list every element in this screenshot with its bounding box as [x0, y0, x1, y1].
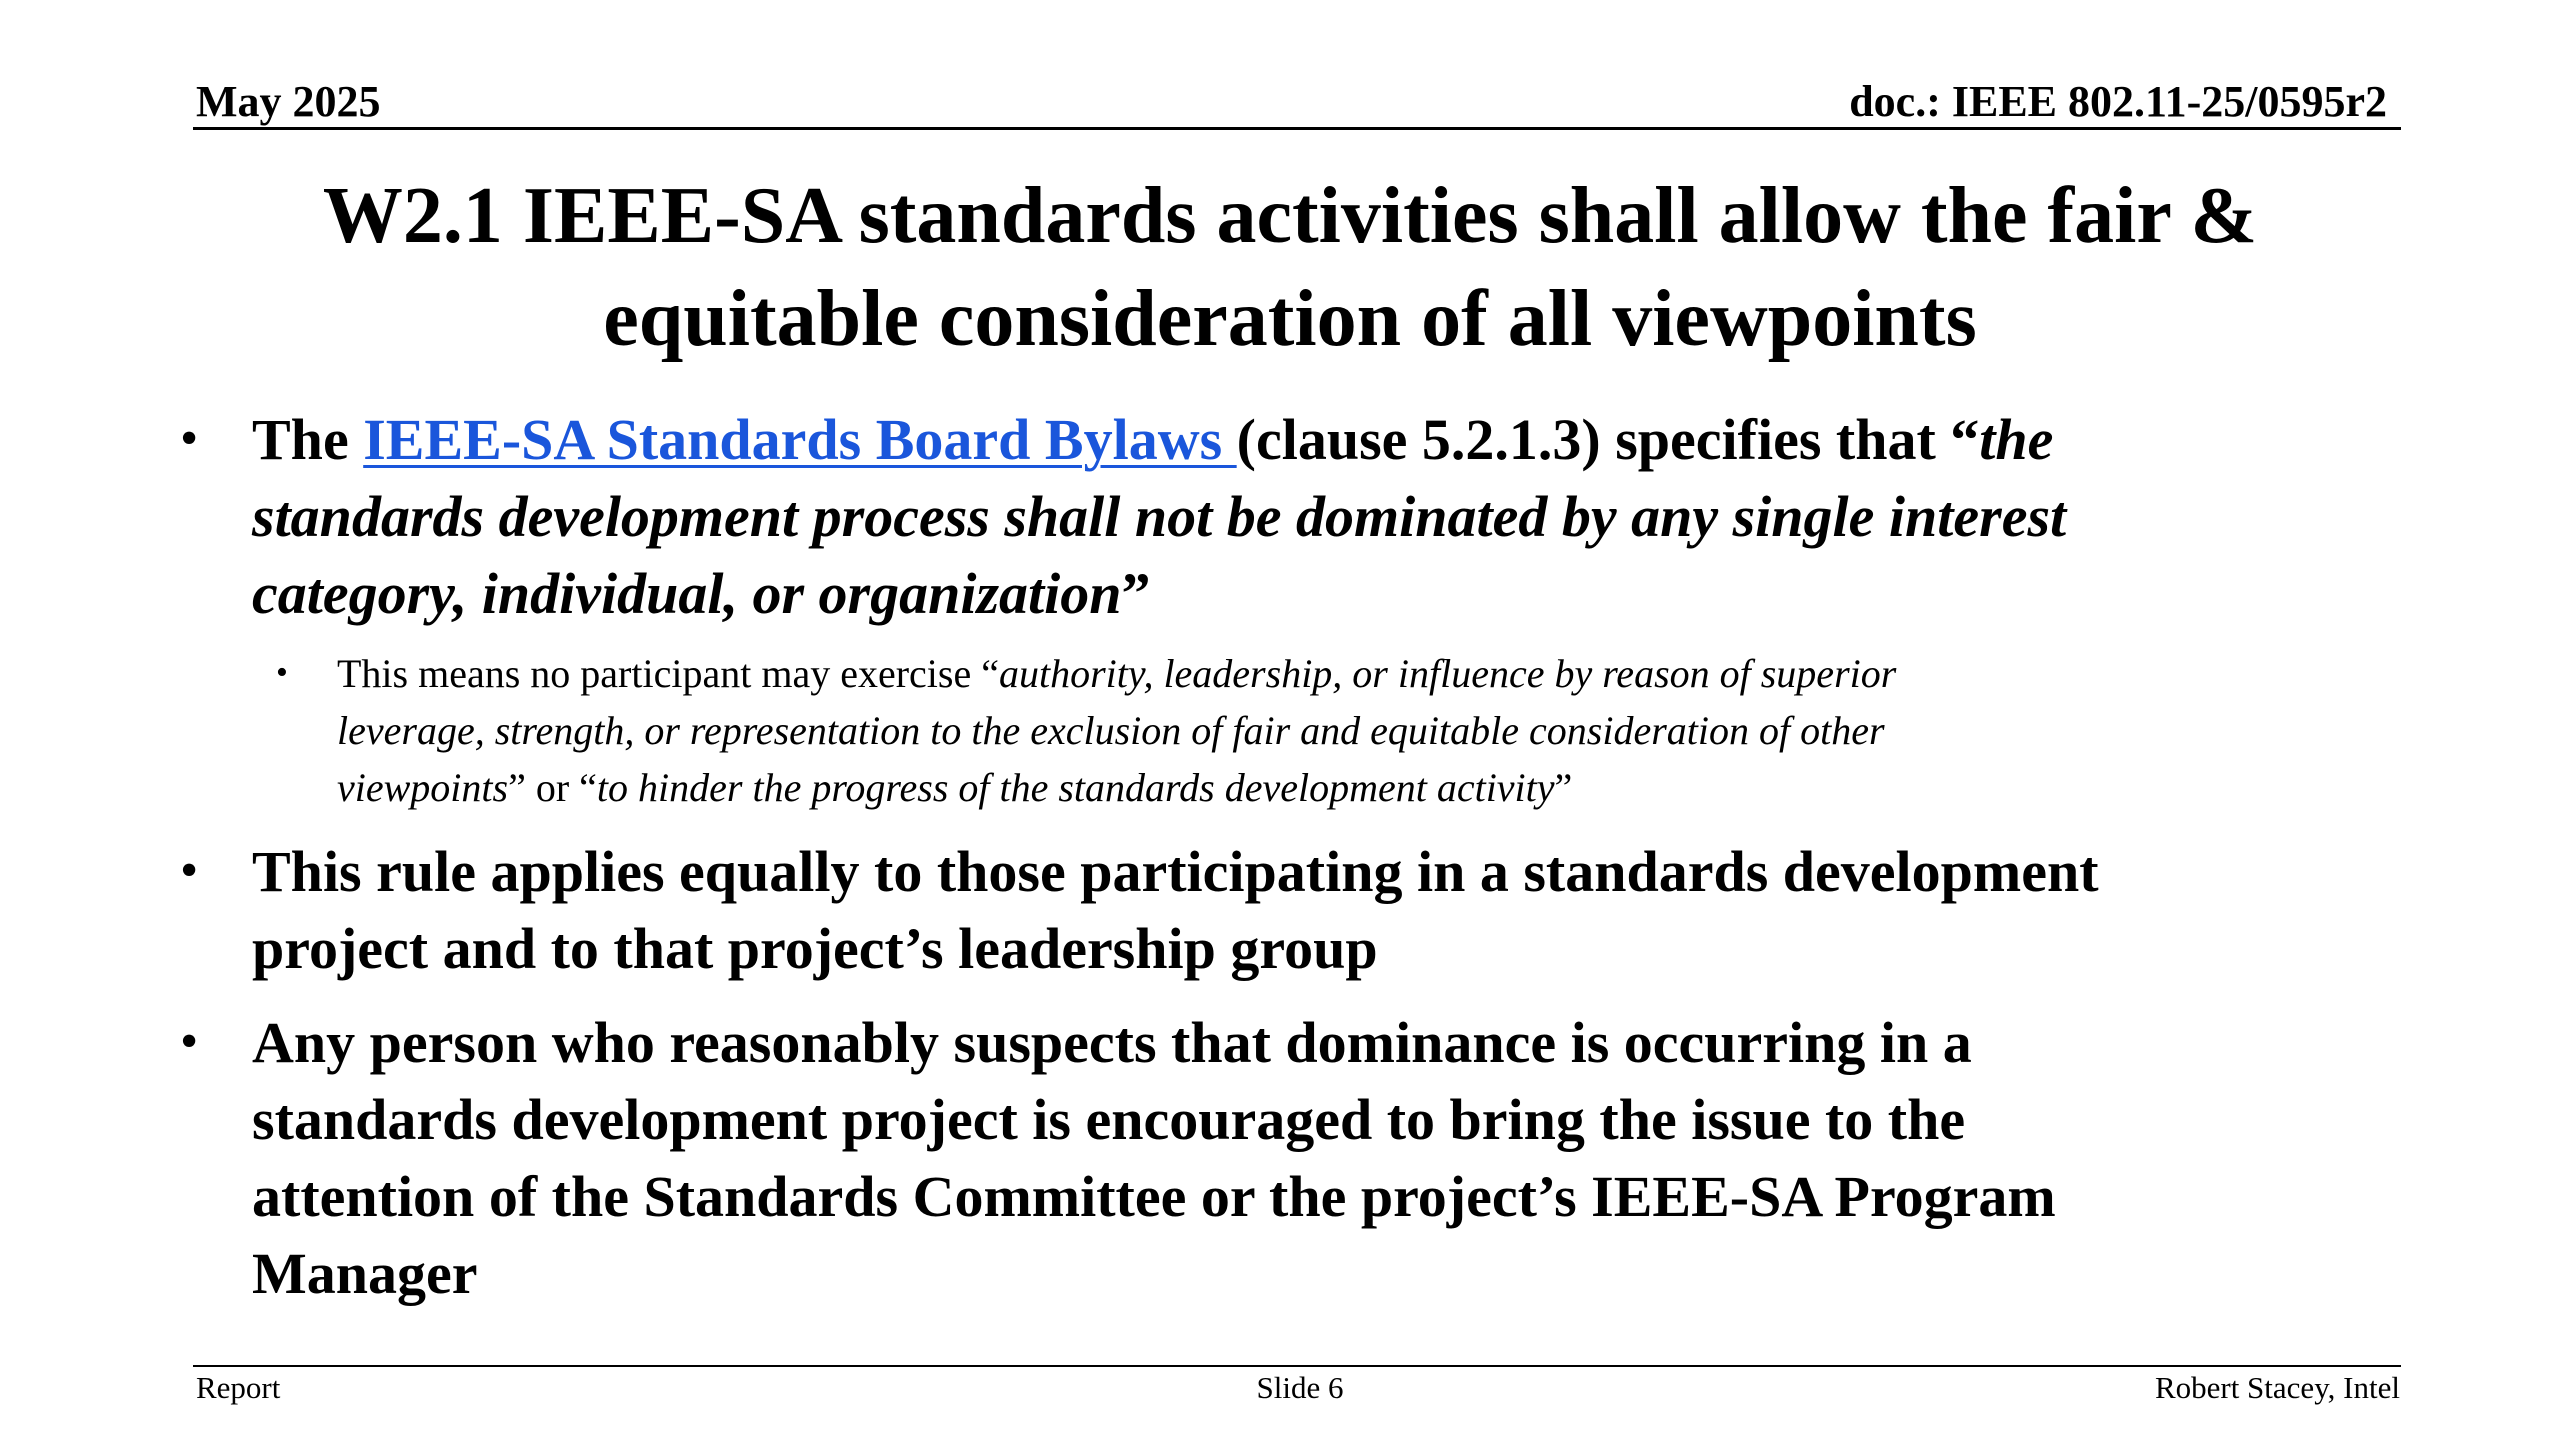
bullet-2-line-2: project and to that project’s leadership group: [252, 916, 1378, 981]
bylaws-link[interactable]: IEEE-SA Standards Board Bylaws: [363, 407, 1237, 472]
sub-bullet-quote-1a: authority, leadership, or influence by reason of superior: [998, 651, 1897, 696]
bullet-1-marker: •: [180, 410, 199, 467]
bullet-1-quote-line-3: category, individual, or organization: [252, 561, 1122, 626]
bullet-1-quote-start: the: [1979, 407, 2054, 472]
sub-bullet-quote-1c: viewpoints: [337, 765, 509, 810]
sub-bullet-end: ”: [1554, 765, 1573, 810]
header-divider: [193, 127, 2401, 130]
sub-bullet-line-1: [337, 645, 1896, 702]
bullet-1-close-quote: ”: [1121, 561, 1151, 626]
bullet-3-line-3: attention of the Standards Committee or the project’s IEEE-SA Program: [252, 1164, 2056, 1229]
bullet-3-line-4: Manager: [252, 1241, 478, 1306]
bullet-2-line-1: This rule applies equally to those participating in a standards development: [252, 839, 2099, 904]
header-date: May 2025: [196, 77, 381, 126]
sub-bullet-middle: ” or “: [508, 765, 597, 810]
sub-bullet-quote-2: to hinder the progress of the standards development activity: [596, 765, 1555, 810]
footer-divider: [193, 1365, 2401, 1367]
footer-report: Report: [196, 1370, 281, 1405]
bullet-3-marker: •: [180, 1013, 199, 1070]
footer-author: Robert Stacey, Intel: [2154, 1370, 2400, 1405]
sub-bullet-1-marker: •: [276, 654, 288, 691]
bullet-1-line-2: [252, 478, 2066, 555]
bullet-3-line-2: standards development project is encouraged to bring the issue to the: [252, 1087, 1966, 1152]
bullet-1-prefix: The: [252, 407, 364, 472]
bullet-2-marker: •: [180, 842, 199, 899]
sub-bullet-line-2: [337, 702, 1885, 759]
footer-slide-number: Slide 6: [1256, 1370, 1344, 1405]
bullet-1-after-link: (clause 5.2.1.3) specifies that “: [1236, 407, 1980, 472]
slide-title: W2.1 IEEE-SA standards activities shall allow the fair & equitable consideration of all viewpoints: [322, 172, 2258, 363]
sub-bullet-quote-1b: leverage, strength, or representation to the exclusion of fair and equitable consideration of other: [337, 708, 1885, 753]
sub-bullet-prefix: This means no participant may exercise “: [337, 651, 999, 696]
bullet-1-line-3: [252, 555, 1151, 632]
bullet-1-line-1: [252, 401, 2053, 478]
header-doc-id: doc.: IEEE 802.11-25/0595r2: [1849, 77, 2387, 126]
bullet-3-line-1: Any person who reasonably suspects that dominance is occurring in a: [252, 1010, 1972, 1075]
sub-bullet-line-3: [337, 759, 1572, 816]
bullet-1-quote-line-2: standards development process shall not be dominated by any single interest: [252, 484, 2067, 549]
